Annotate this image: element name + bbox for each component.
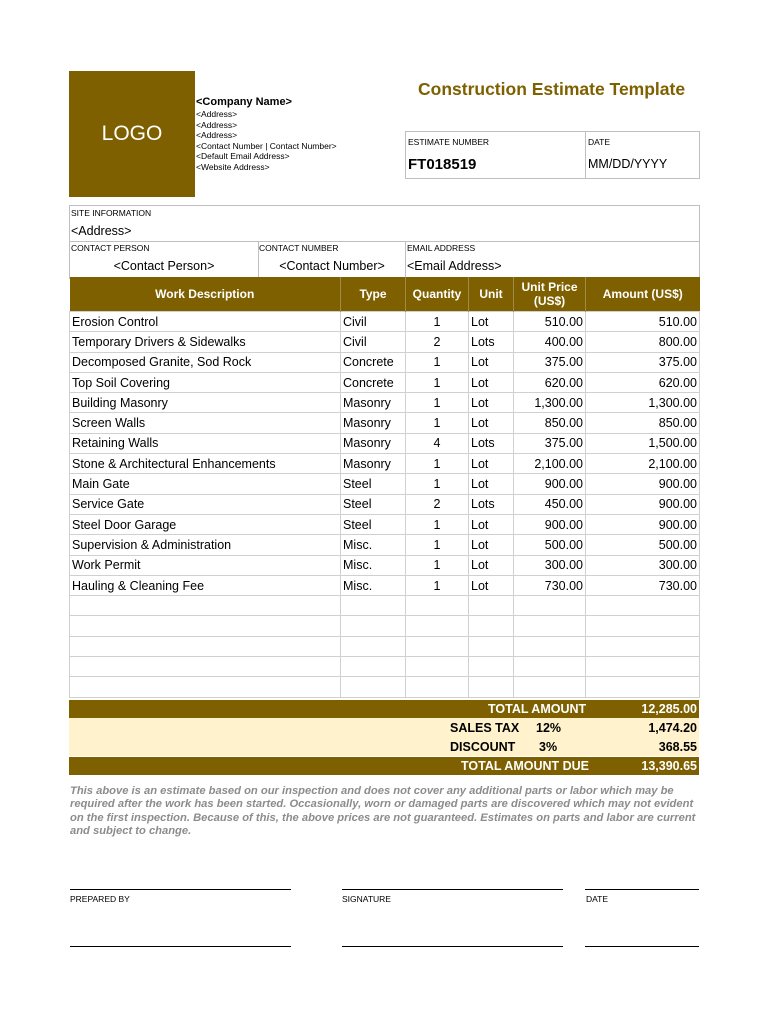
empty-cell[interactable] xyxy=(469,636,514,656)
table-row xyxy=(70,413,700,433)
cell-work-description[interactable]: Screen Walls xyxy=(70,413,341,433)
prepared-by-label: PREPARED BY xyxy=(70,894,130,904)
cell-amount[interactable]: 1,300.00 xyxy=(586,393,700,413)
date-line-2[interactable] xyxy=(585,946,699,947)
cell-amount[interactable]: 2,100.00 xyxy=(586,454,700,474)
cell-amount[interactable]: 375.00 xyxy=(586,352,700,372)
site-information xyxy=(69,205,700,279)
empty-cell[interactable] xyxy=(586,636,700,656)
date-line[interactable] xyxy=(585,889,699,890)
company-info xyxy=(196,96,337,172)
table-row xyxy=(70,535,700,555)
total-amount-row xyxy=(69,700,699,718)
default-email: <Default Email Address> xyxy=(196,151,290,161)
empty-row xyxy=(70,596,700,616)
sales-tax-row xyxy=(69,718,699,738)
cell-unit-price[interactable]: 500.00 xyxy=(514,535,586,555)
signature-line-2[interactable] xyxy=(342,946,563,947)
cell-unit[interactable]: Lot xyxy=(469,312,514,332)
empty-row xyxy=(70,616,700,636)
table-row xyxy=(70,514,700,534)
total-amount-label: TOTAL AMOUNT xyxy=(488,702,587,716)
empty-row xyxy=(70,636,700,656)
empty-cell[interactable] xyxy=(341,657,406,677)
cell-type[interactable]: Masonry xyxy=(341,393,406,413)
col-quantity: Quantity xyxy=(406,277,469,312)
cell-amount[interactable]: 850.00 xyxy=(586,413,700,433)
cell-unit[interactable]: Lot xyxy=(469,393,514,413)
cell-amount[interactable]: 800.00 xyxy=(586,332,700,352)
discount-label: DISCOUNT xyxy=(450,740,516,754)
discount-value: 368.55 xyxy=(658,740,697,754)
cell-type[interactable]: Steel xyxy=(341,494,406,514)
cell-work-description[interactable]: Supervision & Administration xyxy=(70,535,341,555)
company-logo: LOGO xyxy=(69,71,195,197)
empty-cell[interactable] xyxy=(406,657,469,677)
cell-type[interactable]: Masonry xyxy=(341,433,406,453)
cell-work-description[interactable]: Hauling & Cleaning Fee xyxy=(70,575,341,595)
estimate-number[interactable]: FT018519 xyxy=(408,156,477,173)
table-row xyxy=(70,575,700,595)
email-address[interactable]: <Email Address> xyxy=(407,259,502,273)
empty-cell[interactable] xyxy=(341,636,406,656)
empty-cell[interactable] xyxy=(406,636,469,656)
cell-unit[interactable]: Lot xyxy=(469,352,514,372)
empty-cell[interactable] xyxy=(469,657,514,677)
address-line: <Address> xyxy=(196,109,238,119)
cell-amount[interactable]: 620.00 xyxy=(586,372,700,392)
col-unit-price: Unit Price (US$) xyxy=(514,277,586,312)
cell-unit-price[interactable]: 375.00 xyxy=(514,433,586,453)
cell-amount[interactable]: 900.00 xyxy=(586,514,700,534)
table-row xyxy=(70,433,700,453)
site-address[interactable]: <Address> xyxy=(71,224,132,238)
contact-person-label: CONTACT PERSON xyxy=(71,243,150,253)
cell-quantity[interactable]: 1 xyxy=(406,352,469,372)
empty-cell[interactable] xyxy=(514,677,586,697)
signature-label: SIGNATURE xyxy=(342,894,391,904)
empty-cell[interactable] xyxy=(586,616,700,636)
signature-date-label: DATE xyxy=(586,894,609,904)
company-name: <Company Name> xyxy=(196,96,292,108)
cell-amount[interactable]: 900.00 xyxy=(586,474,700,494)
discount-rate[interactable]: 3% xyxy=(539,740,558,754)
contact-number-label: CONTACT NUMBER xyxy=(259,243,339,253)
empty-cell[interactable] xyxy=(341,677,406,697)
table-row xyxy=(70,454,700,474)
sales-tax-rate[interactable]: 12% xyxy=(536,721,562,735)
cell-work-description[interactable]: Retaining Walls xyxy=(70,433,341,453)
table-row xyxy=(70,494,700,514)
cell-type[interactable]: Civil xyxy=(341,312,406,332)
cell-type[interactable]: Civil xyxy=(341,332,406,352)
estimate-date[interactable]: MM/DD/YYYY xyxy=(588,157,668,171)
total-amount-value: 12,285.00 xyxy=(641,702,697,716)
contact-number[interactable]: <Contact Number> xyxy=(279,259,385,273)
cell-type[interactable]: Concrete xyxy=(341,372,406,392)
empty-row xyxy=(70,657,700,677)
cell-work-description[interactable]: Temporary Drivers & Sidewalks xyxy=(70,332,341,352)
document-title: Construction Estimate Template xyxy=(418,79,686,99)
estimate-number-label: ESTIMATE NUMBER xyxy=(408,137,490,147)
sales-tax-value: 1,474.20 xyxy=(648,721,697,735)
cell-type[interactable]: Steel xyxy=(341,474,406,494)
cell-unit-price[interactable]: 850.00 xyxy=(514,413,586,433)
cell-unit-price[interactable]: 900.00 xyxy=(514,474,586,494)
cell-amount[interactable]: 730.00 xyxy=(586,575,700,595)
empty-cell[interactable] xyxy=(514,596,586,616)
cell-quantity[interactable]: 1 xyxy=(406,372,469,392)
cell-quantity[interactable]: 2 xyxy=(406,494,469,514)
cell-type[interactable]: Masonry xyxy=(341,413,406,433)
table-row xyxy=(70,555,700,575)
col-unit: Unit xyxy=(469,277,514,312)
date-label: DATE xyxy=(588,137,611,147)
cell-work-description[interactable]: Building Masonry xyxy=(70,393,341,413)
sales-tax-label: SALES TAX xyxy=(450,721,520,735)
empty-cell[interactable] xyxy=(514,616,586,636)
cell-work-description[interactable]: Decomposed Granite, Sod Rock xyxy=(70,352,341,372)
cell-unit[interactable]: Lots xyxy=(469,494,514,514)
cell-quantity[interactable]: 1 xyxy=(406,413,469,433)
empty-cell[interactable] xyxy=(586,596,700,616)
cell-quantity[interactable]: 1 xyxy=(406,575,469,595)
cell-work-description[interactable]: Stone & Architectural Enhancements xyxy=(70,454,341,474)
empty-cell[interactable] xyxy=(469,616,514,636)
empty-cell[interactable] xyxy=(406,616,469,636)
cell-unit-price[interactable]: 400.00 xyxy=(514,332,586,352)
cell-work-description[interactable]: Work Permit xyxy=(70,555,341,575)
cell-type[interactable]: Steel xyxy=(341,514,406,534)
cell-quantity[interactable]: 4 xyxy=(406,433,469,453)
cell-work-description[interactable]: Top Soil Covering xyxy=(70,372,341,392)
cell-work-description[interactable]: Erosion Control xyxy=(70,312,341,332)
total-due-row xyxy=(69,757,699,775)
cell-unit[interactable]: Lot xyxy=(469,454,514,474)
cell-unit[interactable]: Lot xyxy=(469,535,514,555)
table-header-row xyxy=(70,277,700,312)
cell-unit[interactable]: Lot xyxy=(469,514,514,534)
cell-quantity[interactable]: 1 xyxy=(406,535,469,555)
discount-row xyxy=(69,738,699,756)
cell-unit[interactable]: Lot xyxy=(469,555,514,575)
empty-cell[interactable] xyxy=(70,596,341,616)
cell-type[interactable]: Misc. xyxy=(341,575,406,595)
cell-unit-price[interactable]: 1,300.00 xyxy=(514,393,586,413)
estimate-box xyxy=(405,131,700,179)
cell-amount[interactable]: 510.00 xyxy=(586,312,700,332)
empty-cell[interactable] xyxy=(70,636,341,656)
cell-quantity[interactable]: 2 xyxy=(406,332,469,352)
table-row xyxy=(70,352,700,372)
cell-unit[interactable]: Lot xyxy=(469,575,514,595)
table-row xyxy=(70,372,700,392)
cell-unit[interactable]: Lot xyxy=(469,474,514,494)
table-row xyxy=(70,332,700,352)
table-body xyxy=(70,312,700,698)
cell-quantity[interactable]: 1 xyxy=(406,474,469,494)
empty-cell[interactable] xyxy=(406,596,469,616)
site-information-label: SITE INFORMATION xyxy=(71,208,152,218)
col-type: Type xyxy=(341,277,406,312)
contact-numbers: <Contact Number | Contact Number> xyxy=(196,140,337,151)
cell-unit-price[interactable]: 450.00 xyxy=(514,494,586,514)
address-line: <Address> xyxy=(196,119,238,130)
empty-cell[interactable] xyxy=(514,657,586,677)
empty-row xyxy=(70,677,700,697)
table-row xyxy=(70,393,700,413)
cell-quantity[interactable]: 1 xyxy=(406,454,469,474)
cell-quantity[interactable]: 1 xyxy=(406,514,469,534)
cell-unit-price[interactable]: 730.00 xyxy=(514,575,586,595)
cell-unit-price[interactable]: 300.00 xyxy=(514,555,586,575)
total-due-label: TOTAL AMOUNT DUE xyxy=(461,759,590,773)
empty-cell[interactable] xyxy=(586,677,700,697)
website-address: <Website Address> xyxy=(196,161,270,172)
cell-amount[interactable]: 500.00 xyxy=(586,535,700,555)
empty-cell[interactable] xyxy=(341,596,406,616)
cell-quantity[interactable]: 1 xyxy=(406,393,469,413)
cell-type[interactable]: Misc. xyxy=(341,535,406,555)
cell-quantity[interactable]: 1 xyxy=(406,312,469,332)
empty-cell[interactable] xyxy=(586,657,700,677)
email-label: EMAIL ADDRESS xyxy=(407,243,476,253)
total-due-value: 13,390.65 xyxy=(641,759,697,773)
empty-cell[interactable] xyxy=(70,677,341,697)
col-amount: Amount (US$) xyxy=(586,277,700,312)
empty-cell[interactable] xyxy=(70,616,341,636)
cell-unit-price[interactable]: 900.00 xyxy=(514,514,586,534)
empty-cell[interactable] xyxy=(406,677,469,697)
address-line: <Address> xyxy=(196,130,238,140)
prepared-by-line[interactable] xyxy=(70,889,291,890)
table-row xyxy=(70,474,700,494)
cell-amount[interactable]: 1,500.00 xyxy=(586,433,700,453)
disclaimer-text: This above is an estimate based on our inspection and does not cover any additional parts or labor which may be required after the work has been started. Occasionally, worn or damaged parts are discovered which may not evident on the first inspection. Because of this, the above prices are not guaranteed. Estimates on parts and labor are current and subject to change. xyxy=(70,785,696,837)
contact-person[interactable]: <Contact Person> xyxy=(113,259,215,273)
cell-type[interactable]: Concrete xyxy=(341,352,406,372)
empty-cell[interactable] xyxy=(514,636,586,656)
cell-unit-price[interactable]: 510.00 xyxy=(514,312,586,332)
cell-unit-price[interactable]: 375.00 xyxy=(514,352,586,372)
cell-type[interactable]: Misc. xyxy=(341,555,406,575)
cell-unit[interactable]: Lots xyxy=(469,433,514,453)
cell-work-description[interactable]: Service Gate xyxy=(70,494,341,514)
empty-cell[interactable] xyxy=(469,596,514,616)
estimate-items-table xyxy=(69,277,700,698)
empty-cell[interactable] xyxy=(469,677,514,697)
cell-quantity[interactable]: 1 xyxy=(406,555,469,575)
cell-amount[interactable]: 900.00 xyxy=(586,494,700,514)
cell-unit[interactable]: Lot xyxy=(469,372,514,392)
prepared-by-line-2[interactable] xyxy=(70,946,291,947)
cell-unit[interactable]: Lot xyxy=(469,413,514,433)
empty-cell[interactable] xyxy=(70,657,341,677)
signature-line[interactable] xyxy=(342,889,563,890)
cell-unit-price[interactable]: 2,100.00 xyxy=(514,454,586,474)
cell-work-description[interactable]: Steel Door Garage xyxy=(70,514,341,534)
table-row xyxy=(70,312,700,332)
cell-type[interactable]: Masonry xyxy=(341,454,406,474)
col-work-description: Work Description xyxy=(70,277,341,312)
empty-cell[interactable] xyxy=(341,616,406,636)
cell-amount[interactable]: 300.00 xyxy=(586,555,700,575)
cell-work-description[interactable]: Main Gate xyxy=(70,474,341,494)
cell-unit-price[interactable]: 620.00 xyxy=(514,372,586,392)
cell-unit[interactable]: Lots xyxy=(469,332,514,352)
